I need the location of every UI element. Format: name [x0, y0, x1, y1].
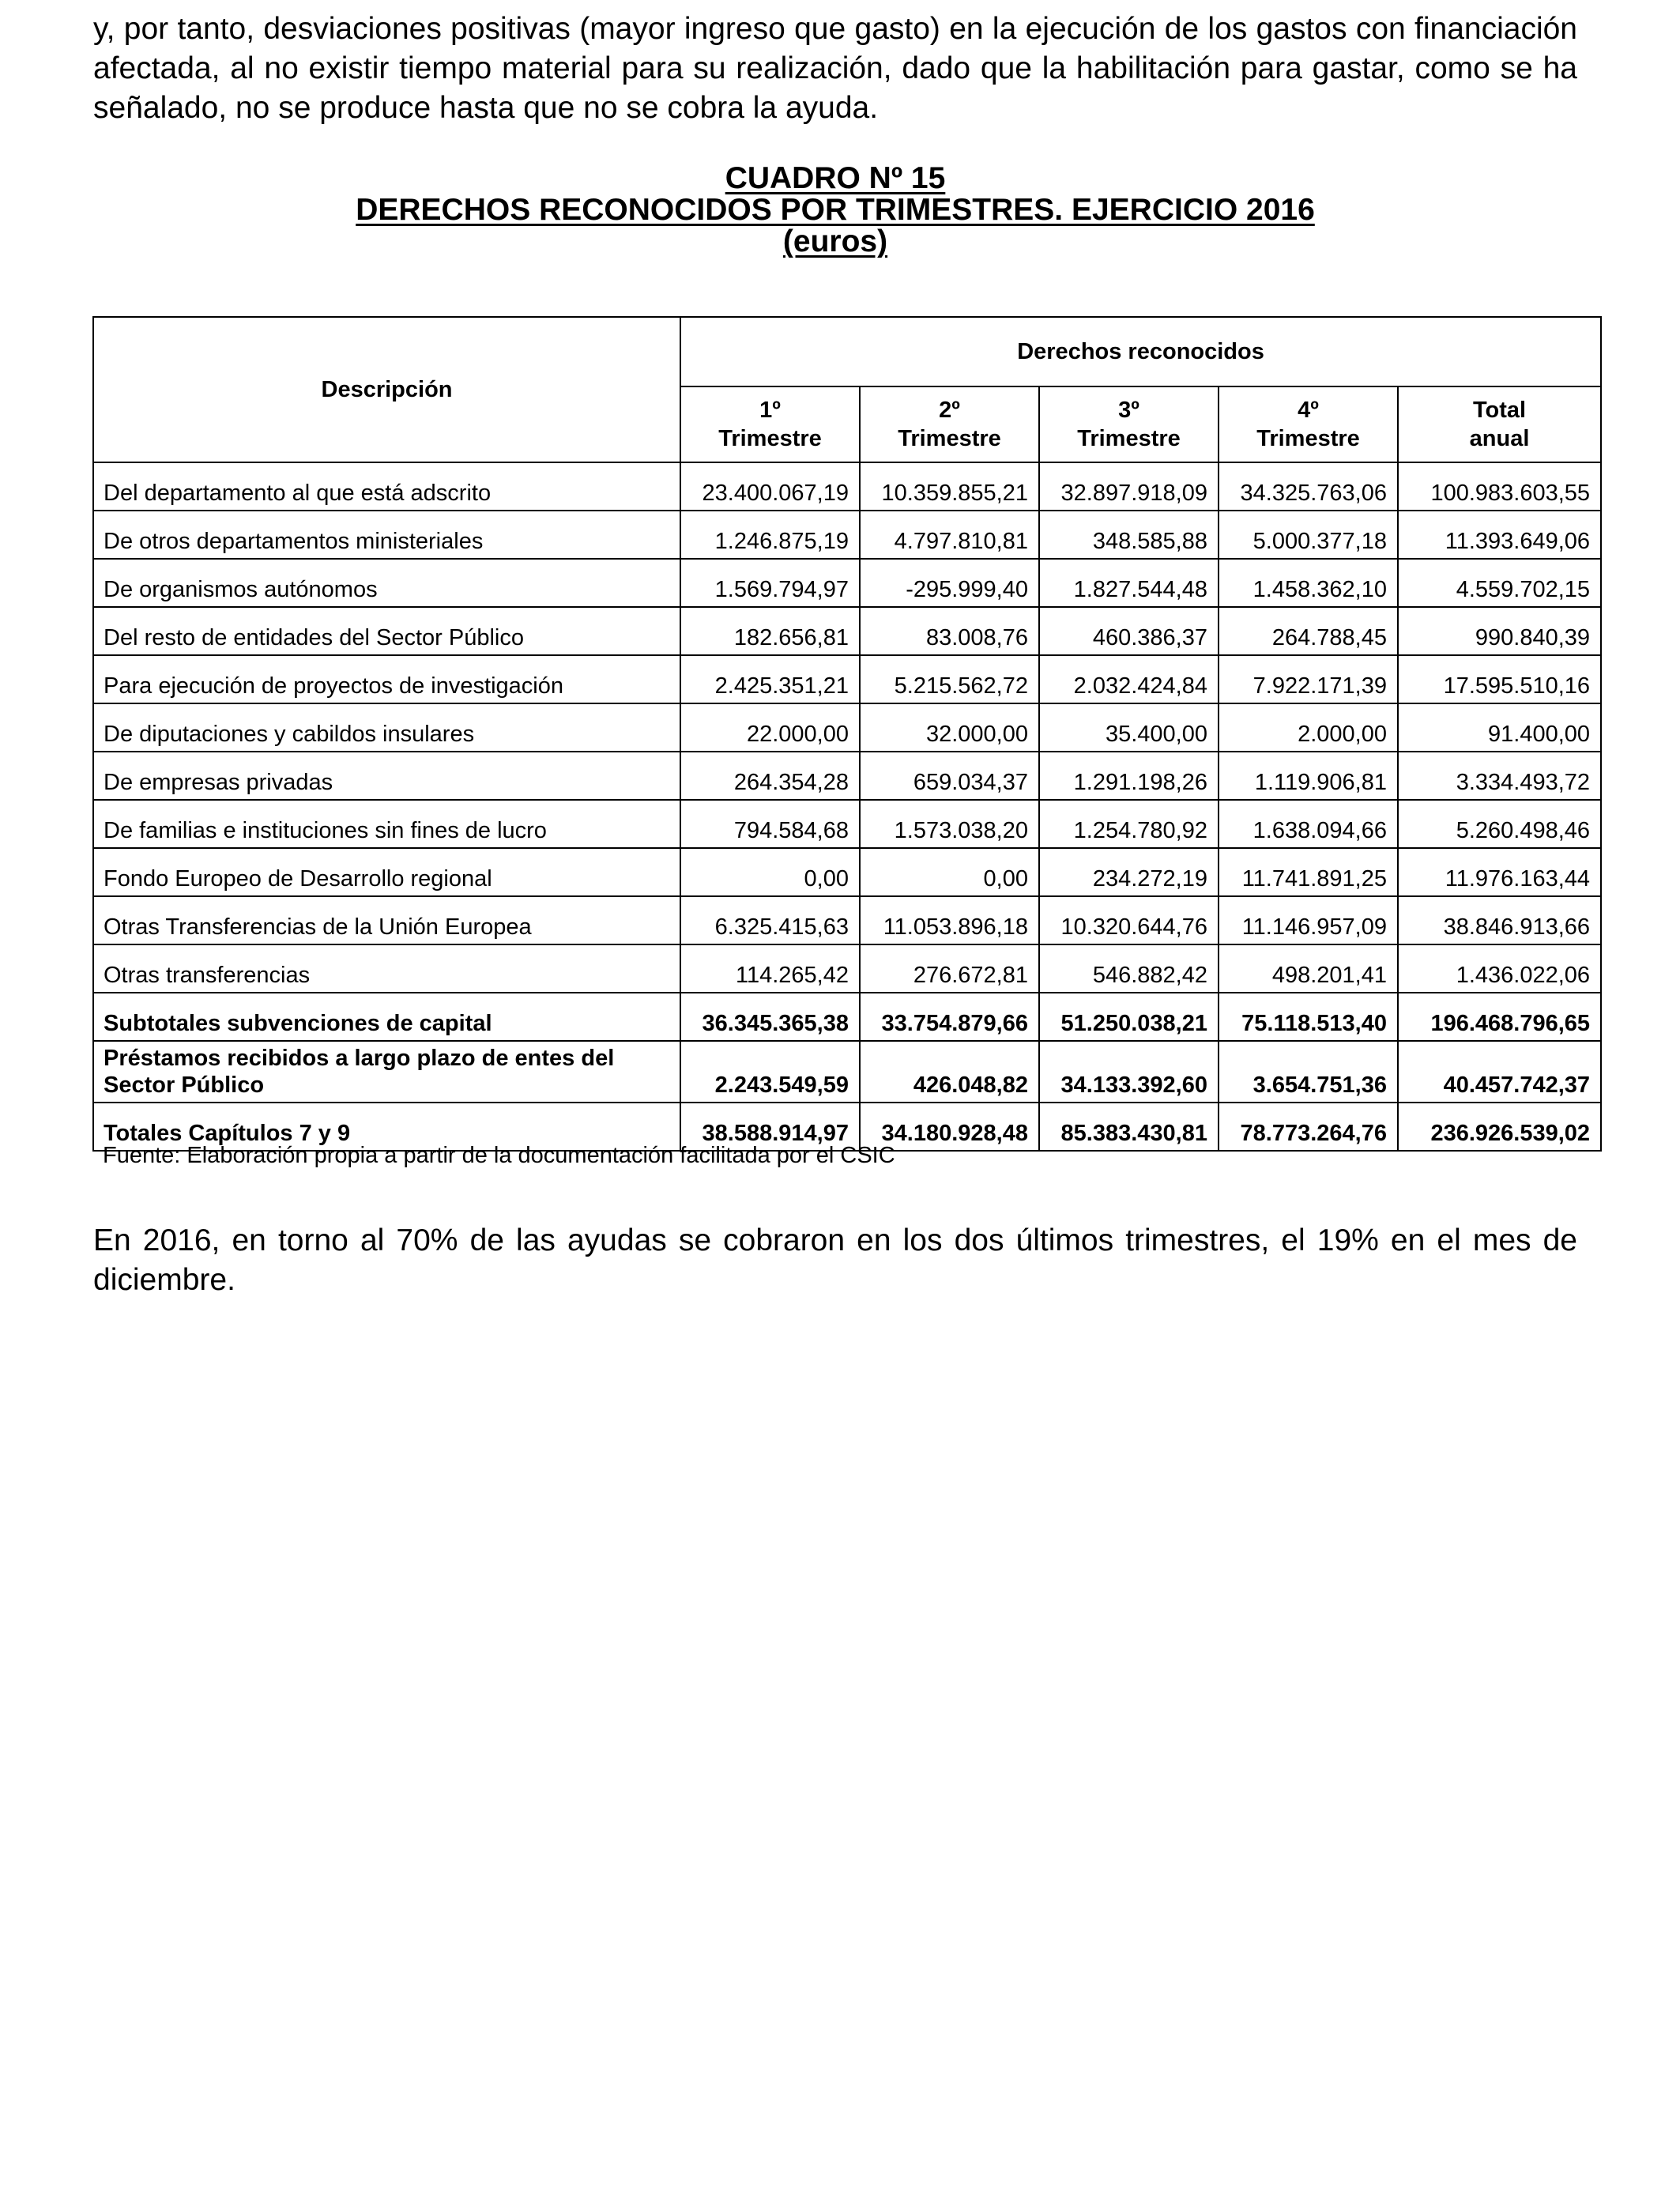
row-quarter-value: 1.827.544,48 [1039, 559, 1219, 607]
row-description: De empresas privadas [93, 752, 680, 800]
table-row [93, 703, 1601, 752]
row-quarter-value: 1.119.906,81 [1219, 752, 1398, 800]
row-quarter-value: 11.741.891,25 [1219, 848, 1398, 896]
header-column [860, 386, 1039, 462]
row-quarter-value: 0,00 [680, 848, 860, 896]
row-quarter-value: 2.032.424,84 [1039, 655, 1219, 703]
row-quarter-value: 85.383.430,81 [1039, 1103, 1219, 1151]
row-description: Subtotales subvenciones de capital [93, 993, 680, 1041]
row-quarter-value: 51.250.038,21 [1039, 993, 1219, 1041]
row-quarter-value: 38.588.914,97 [680, 1103, 860, 1151]
header-column-line2: anual [1469, 426, 1530, 451]
table-total-row [93, 1041, 1601, 1103]
header-column-line1: 3º [1118, 398, 1139, 423]
row-quarter-value: 4.797.810,81 [860, 511, 1039, 559]
row-quarter-value: 1.458.362,10 [1219, 559, 1398, 607]
header-description: Descripción [93, 317, 680, 462]
row-total-value: 3.334.493,72 [1398, 752, 1601, 800]
closing-paragraph: En 2016, en torno al 70% de las ayudas se cobraron en los dos últimos trimestres, el 19% en el mes de diciembre. [93, 1223, 1577, 1297]
row-description: Otras Transferencias de la Unión Europea [93, 896, 680, 944]
row-quarter-value: 659.034,37 [860, 752, 1039, 800]
table-row [93, 944, 1601, 993]
row-description: Préstamos recibidos a largo plazo de entes del Sector Público [93, 1041, 680, 1103]
header-column-line2: Trimestre [718, 426, 822, 451]
table-row [93, 848, 1601, 896]
row-quarter-value: 1.246.875,19 [680, 511, 860, 559]
row-total-value: 11.393.649,06 [1398, 511, 1601, 559]
header-column-line1: Total [1472, 398, 1527, 423]
table-unit-title: (euros) [782, 224, 888, 258]
row-quarter-value: 234.272,19 [1039, 848, 1219, 896]
row-quarter-value: 32.000,00 [860, 703, 1039, 752]
row-total-value: 17.595.510,16 [1398, 655, 1601, 703]
row-quarter-value: 426.048,82 [860, 1041, 1039, 1103]
row-description: Para ejecución de proyectos de investigación [93, 655, 680, 703]
row-quarter-value: 10.320.644,76 [1039, 896, 1219, 944]
row-quarter-value: 1.638.094,66 [1219, 800, 1398, 848]
header-column-line2: Trimestre [1077, 426, 1181, 451]
row-quarter-value: 75.118.513,40 [1219, 993, 1398, 1041]
row-quarter-value: 2.425.351,21 [680, 655, 860, 703]
row-quarter-value: 23.400.067,19 [680, 462, 860, 511]
table-row [93, 655, 1601, 703]
row-description: De organismos autónomos [93, 559, 680, 607]
row-description: De otros departamentos ministeriales [93, 511, 680, 559]
row-quarter-value: 11.146.957,09 [1219, 896, 1398, 944]
row-quarter-value: 34.325.763,06 [1219, 462, 1398, 511]
row-total-value: 11.976.163,44 [1398, 848, 1601, 896]
header-column-line1: 2º [939, 398, 960, 423]
row-total-value: 5.260.498,46 [1398, 800, 1601, 848]
row-quarter-value: 83.008,76 [860, 607, 1039, 655]
table-total-row [93, 993, 1601, 1041]
row-quarter-value: 2.000,00 [1219, 703, 1398, 752]
rights-by-quarter-table [92, 316, 1602, 1152]
table-row [93, 896, 1601, 944]
row-quarter-value: 11.053.896,18 [860, 896, 1039, 944]
row-quarter-value: 5.000.377,18 [1219, 511, 1398, 559]
header-column-line2: Trimestre [898, 426, 1001, 451]
row-quarter-value: 22.000,00 [680, 703, 860, 752]
row-total-value: 100.983.603,55 [1398, 462, 1601, 511]
row-total-value: 91.400,00 [1398, 703, 1601, 752]
row-total-value: 196.468.796,65 [1398, 993, 1601, 1041]
row-description: Fondo Europeo de Desarrollo regional [93, 848, 680, 896]
row-quarter-value: 1.569.794,97 [680, 559, 860, 607]
row-quarter-value: 1.291.198,26 [1039, 752, 1219, 800]
row-quarter-value: -295.999,40 [860, 559, 1039, 607]
table-row [93, 559, 1601, 607]
table-number-title: CUADRO Nº 15 [725, 161, 946, 195]
table-row [93, 462, 1601, 511]
row-description: Del resto de entidades del Sector Público [93, 607, 680, 655]
row-quarter-value: 348.585,88 [1039, 511, 1219, 559]
row-quarter-value: 546.882,42 [1039, 944, 1219, 993]
row-quarter-value: 36.345.365,38 [680, 993, 860, 1041]
intro-paragraph: y, por tanto, desviaciones positivas (mayor ingreso que gasto) en la ejecución de los gastos con financiación afectada, al no existir tiempo material para su realización, dado que la habilitación para gastar, como se ha señalado, no se produce hasta que no se cobra la ayuda. [93, 12, 1577, 125]
row-quarter-value: 78.773.264,76 [1219, 1103, 1398, 1151]
source-note: Fuente: Elaboración propia a partir de la documentación facilitada por el CSIC [103, 1143, 895, 1168]
row-description: Del departamento al que está adscrito [93, 462, 680, 511]
header-column-line1: 1º [759, 398, 781, 423]
row-quarter-value: 182.656,81 [680, 607, 860, 655]
header-column [680, 386, 860, 462]
row-quarter-value: 2.243.549,59 [680, 1041, 860, 1103]
row-quarter-value: 0,00 [860, 848, 1039, 896]
row-total-value: 40.457.742,37 [1398, 1041, 1601, 1103]
table-row [93, 752, 1601, 800]
table-row [93, 800, 1601, 848]
table-main-title: DERECHOS RECONOCIDOS POR TRIMESTRES. EJERCICIO 2016 [356, 193, 1315, 227]
header-column [1219, 386, 1398, 462]
row-quarter-value: 5.215.562,72 [860, 655, 1039, 703]
row-quarter-value: 7.922.171,39 [1219, 655, 1398, 703]
row-total-value: 38.846.913,66 [1398, 896, 1601, 944]
row-quarter-value: 276.672,81 [860, 944, 1039, 993]
row-description: Totales Capítulos 7 y 9 [93, 1103, 680, 1151]
row-total-value: 4.559.702,15 [1398, 559, 1601, 607]
row-quarter-value: 6.325.415,63 [680, 896, 860, 944]
row-quarter-value: 35.400,00 [1039, 703, 1219, 752]
row-total-value: 236.926.539,02 [1398, 1103, 1601, 1151]
header-column [1039, 386, 1219, 462]
table-title-block [93, 163, 1577, 258]
row-description: Otras transferencias [93, 944, 680, 993]
row-quarter-value: 34.180.928,48 [860, 1103, 1039, 1151]
row-quarter-value: 264.788,45 [1219, 607, 1398, 655]
row-description: De diputaciones y cabildos insulares [93, 703, 680, 752]
table-row [93, 511, 1601, 559]
header-column [1398, 386, 1601, 462]
header-column-line2: Trimestre [1256, 426, 1360, 451]
row-quarter-value: 794.584,68 [680, 800, 860, 848]
row-quarter-value: 1.254.780,92 [1039, 800, 1219, 848]
header-group-derechos: Derechos reconocidos [680, 317, 1601, 386]
row-quarter-value: 498.201,41 [1219, 944, 1398, 993]
header-column-line1: 4º [1298, 398, 1319, 423]
row-quarter-value: 114.265,42 [680, 944, 860, 993]
row-quarter-value: 264.354,28 [680, 752, 860, 800]
row-quarter-value: 34.133.392,60 [1039, 1041, 1219, 1103]
row-total-value: 1.436.022,06 [1398, 944, 1601, 993]
row-total-value: 990.840,39 [1398, 607, 1601, 655]
row-quarter-value: 460.386,37 [1039, 607, 1219, 655]
table-row [93, 607, 1601, 655]
row-description: De familias e instituciones sin fines de lucro [93, 800, 680, 848]
row-quarter-value: 3.654.751,36 [1219, 1041, 1398, 1103]
row-quarter-value: 1.573.038,20 [860, 800, 1039, 848]
row-quarter-value: 10.359.855,21 [860, 462, 1039, 511]
row-quarter-value: 33.754.879,66 [860, 993, 1039, 1041]
row-quarter-value: 32.897.918,09 [1039, 462, 1219, 511]
